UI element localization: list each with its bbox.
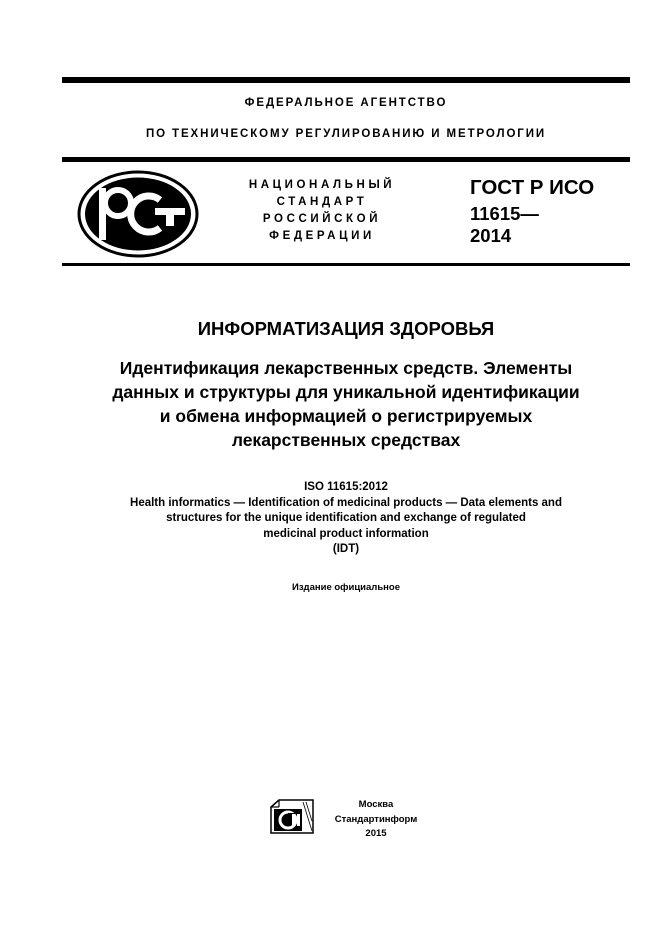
standard-type-line: СТАНДАРТ [276,196,368,208]
agency-line-1: ФЕДЕРАЛЬНОЕ АГЕНТСТВО [244,97,448,109]
publisher-block [326,798,426,842]
subtitle-line: и обмена информацией о регистрируемых [159,406,533,426]
standard-type-line: ФЕДЕРАЦИИ [269,230,375,242]
publisher-city: Москва [358,799,394,810]
header-bottom-rule [62,263,630,266]
standard-type-line: НАЦИОНАЛЬНЫЙ [248,179,396,191]
standartinform-logo-icon [270,799,314,834]
document-subtitle [62,356,630,452]
iso-title-line: structures for the unique identification and exchange of regulated [166,512,526,524]
iso-degree: (IDT) [332,543,360,555]
document-title: ИНФОРМАТИЗАЦИЯ ЗДОРОВЬЯ [197,318,495,339]
agency-bottom-rule [62,157,630,162]
iso-code: ISO 11615:2012 [304,481,388,493]
iso-title-line: medicinal product information [263,527,429,540]
agency-line-2: ПО ТЕХНИЧЕСКОМУ РЕГУЛИРОВАНИЮ И МЕТРОЛОГИИ [145,128,547,140]
subtitle-line: Идентификация лекарственных средств. Элементы [119,358,573,378]
publisher-year: 2015 [365,828,387,839]
iso-reference [62,480,630,558]
designation-prefix: ГОСТ Р ИСО [470,176,595,199]
subtitle-line: лекарственных средствах [231,430,461,450]
standard-designation [470,175,630,247]
designation-number: 11615— [470,203,539,224]
designation-year: 2014 [470,225,512,246]
standard-type [222,177,422,245]
iso-title-line: Health informatics — Identification of medicinal products — Data elements and [130,496,562,509]
publisher-name: Стандартинформ [334,813,418,825]
rosstandart-pct-logo-icon [77,170,199,258]
top-thick-rule [62,77,630,83]
edition-label: Издание официальное [292,582,400,593]
subtitle-line: данных и структуры для уникальной идентификации [112,382,580,402]
standard-type-line: РОССИЙСКОЙ [262,213,382,225]
